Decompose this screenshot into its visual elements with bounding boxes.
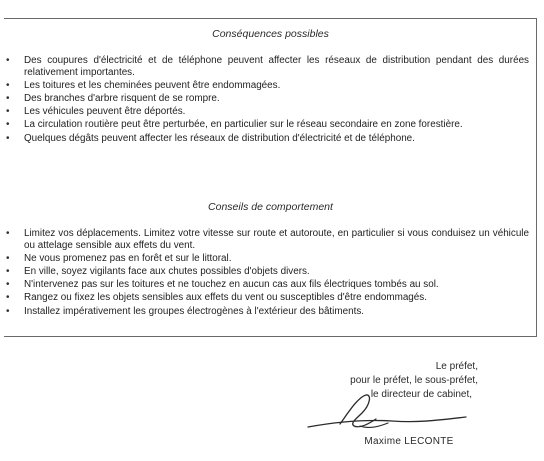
bullet-icon: •: [6, 228, 10, 239]
bullet-icon: •: [6, 79, 10, 91]
bullet-icon: •: [6, 92, 10, 104]
signature-line-director: le directeur de cabinet,: [370, 389, 472, 400]
bullet-icon: •: [6, 305, 10, 317]
list-item: • Quelques dégâts peuvent affecter les réseaux de distribution d'électricité et de téléphone.: [6, 132, 415, 144]
advice-list: [4, 228, 537, 319]
consequences-list: [4, 55, 537, 146]
consequences-heading: Conséquences possibles: [212, 28, 329, 40]
bullet-icon: •: [6, 265, 10, 277]
handwritten-signature: [300, 393, 470, 437]
warning-box: [4, 18, 537, 337]
bullet-icon: •: [6, 132, 10, 144]
bullet-icon: •: [6, 119, 10, 131]
bullet-icon: •: [6, 292, 10, 304]
list-item: • N'intervenez pas sur les toitures et ne touchez en aucun cas aux fils électriques tombés au sol.: [6, 279, 439, 291]
bullet-icon: •: [6, 55, 10, 66]
list-item: • Rangez ou fixez les objets sensibles aux effets du vent ou susceptibles d'être endommagés.: [6, 292, 427, 304]
list-item: • Des branches d'arbre risquent de se rompre.: [6, 92, 220, 104]
advice-heading: Conseils de comportement: [208, 201, 333, 213]
list-item: • La circulation routière peut être perturbée, en particulier sur le réseau secondaire en zone forestière.: [6, 119, 463, 131]
bullet-icon: •: [6, 252, 10, 264]
signature-line-subprefect: pour le préfet, le sous-préfet,: [350, 375, 478, 386]
list-item: • Limitez vos déplacements. Limitez votre vitesse sur route et autoroute, en particulier si vous conduisez un véhicule ou attelage sensible aux effets du vent.: [6, 228, 529, 251]
signatory-name: Maxime LECONTE: [364, 436, 454, 447]
list-item: • Les véhicules peuvent être déportés.: [6, 106, 186, 118]
bullet-icon: •: [6, 106, 10, 118]
list-item: • Des coupures d'électricité et de téléphone peuvent affecter les réseaux de distribution pendant des durées relativement importantes.: [6, 55, 529, 78]
list-item: • Les toitures et les cheminées peuvent être endommagées.: [6, 79, 281, 91]
signature-line-prefect: Le préfet,: [435, 361, 478, 372]
bullet-icon: •: [6, 279, 10, 291]
list-item: • Installez impérativement les groupes électrogènes à l'extérieur des bâtiments.: [6, 305, 365, 317]
list-item: • Ne vous promenez pas en forêt et sur le littoral.: [6, 252, 232, 264]
list-item: • En ville, soyez vigilants face aux chutes possibles d'objets divers.: [6, 265, 310, 277]
